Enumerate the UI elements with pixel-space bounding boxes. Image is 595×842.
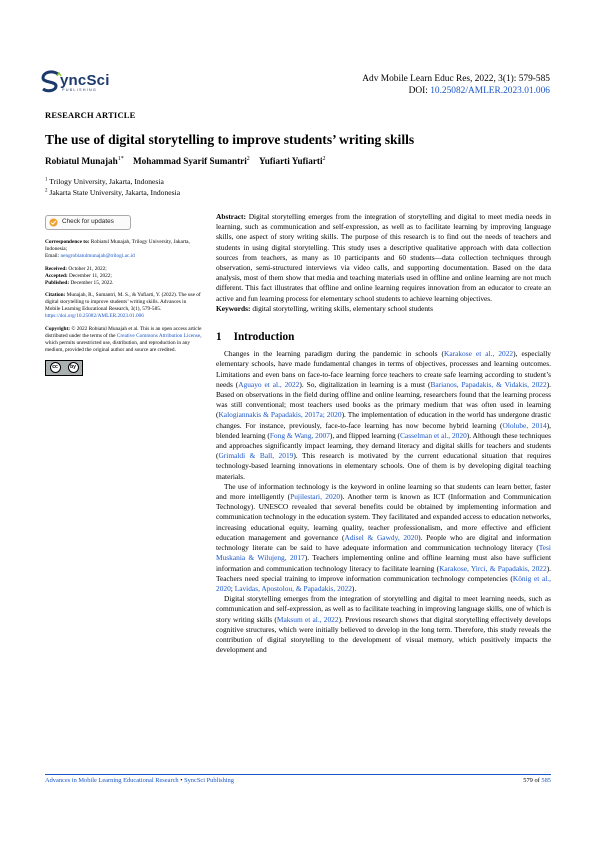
paragraph-text: ). Based on observations in the field during offline and online learning, researchers found that the learning process was still conventional; most teachers used books as the primary medium that was often used in learning ( bbox=[216, 379, 552, 420]
published-date: December 15, 2022. bbox=[69, 279, 114, 286]
author-name: Mohammad Syarif Sumantri bbox=[132, 156, 247, 167]
affiliation-text: Jakarta State University, Jakarta, Indonesia bbox=[49, 188, 181, 197]
author-sup: 1* bbox=[117, 156, 124, 162]
affiliation-sup: 2 bbox=[45, 188, 48, 194]
section-number: 1 bbox=[216, 331, 222, 344]
keywords-label: Keywords: bbox=[216, 303, 251, 313]
paragraph-text: Digital storytelling emerges from the integration of storytelling and digital to meet learning needs, such as communication and self-expression, as well as to facilitate teaching in improving language skills, one of which is story writing skills ( bbox=[216, 594, 551, 624]
citation-link[interactable]: Lavidas, Apostolou, & Papadakis, 2022 bbox=[234, 583, 352, 593]
paragraph-text: Changes in the learning paradigm during the pandemic in schools ( bbox=[224, 349, 444, 359]
doi-line bbox=[362, 85, 550, 97]
syncsci-logo-icon bbox=[40, 70, 62, 94]
page-total[interactable]: 585 bbox=[541, 777, 551, 784]
accepted-label: Accepted: bbox=[45, 272, 68, 279]
citation-text: Munajah, R., Sumantri, M. S., & Yufiarti, Y. (2022). The use of digital storytelling to improve students’ writing skills. Advances in Mobile Learning Educational Research, 3(1), 579-585. bbox=[45, 292, 201, 313]
cc-by-license-badge[interactable] bbox=[45, 360, 83, 376]
author-name: Robiatul Munajah bbox=[45, 156, 118, 167]
footer-page-number bbox=[523, 777, 551, 784]
paragraph-text: ; bbox=[230, 583, 235, 593]
paragraph-2 bbox=[216, 482, 551, 594]
citation-link[interactable]: König et al., 2020 bbox=[216, 573, 551, 593]
abstract-text: Digital storytelling emerges from the integration of storytelling and digital to meet media needs in learning, such as communication and self-expression, as well as to facilitate learning by improving language skills, one aspect of story writing skills. The purpose of this research is to find out the needs of teachers and students in using digital storytelling. This study uses a descriptive qualitative approach with data collection sources from teachers, as many as 10 participants and 60 students—data collection techniques through observation, semi-structured interviews via video calls, and supporting documentation. Based on the data analysis, most of them show that media and teaching materials used in offline and online learning are not much different. This fact illustrates that offline and online learning requires innovation from an educator to create an active and fun learning process for elementary school students to achieve learning objectives. bbox=[216, 212, 551, 303]
article-type: RESEARCH ARTICLE bbox=[45, 110, 136, 120]
affiliation-text: Trilogy University, Jakarta, Indonesia bbox=[49, 177, 164, 186]
page-of: of bbox=[532, 777, 542, 784]
logo-subtext: PUBLISHING bbox=[62, 88, 97, 92]
citation-label: Citation: bbox=[45, 292, 66, 299]
copyright-text-end: , which permits unrestricted use, distribution, and reproduction in any medium, provided the original author and source are credited. bbox=[45, 332, 202, 353]
paragraph-text: ). People who are digital and information technology literate can be said to have adequate information and communication technology literacy ( bbox=[216, 532, 551, 553]
copyright-label: Copyright: bbox=[45, 326, 71, 333]
published-label: Published: bbox=[45, 279, 70, 286]
citation-link[interactable]: Grimaldi & Ball, 2019 bbox=[218, 451, 294, 461]
by-icon: by bbox=[68, 362, 79, 373]
citation-block bbox=[45, 292, 202, 320]
footer-publisher[interactable]: SyncSci Publishing bbox=[184, 777, 234, 784]
footer-journal-name[interactable]: Advances in Mobile Learning Educational Research bbox=[45, 777, 179, 784]
doi-prefix: DOI: bbox=[408, 86, 431, 96]
affiliation-sup: 1 bbox=[45, 177, 48, 183]
journal-citation-line: Adv Mobile Learn Educ Res, 2022, 3(1): 579-585 bbox=[362, 74, 550, 84]
paragraph-text: ), blended learning ( bbox=[216, 420, 551, 440]
citation-link[interactable]: Casselman et al., 2020 bbox=[400, 430, 467, 440]
affiliation bbox=[45, 177, 164, 186]
author-sup: 2 bbox=[322, 156, 326, 162]
paragraph-3 bbox=[216, 594, 551, 655]
logo-text: yncSci bbox=[60, 72, 110, 89]
author-list bbox=[45, 156, 326, 166]
citation-link[interactable]: Kalogiannakis & Papadakis, 2017a; 2020 bbox=[218, 410, 342, 420]
footer-rule bbox=[45, 774, 551, 775]
paragraph-text: ). Teachers need special training to improve information communication technology competencies ( bbox=[216, 563, 551, 583]
main-column bbox=[216, 212, 551, 655]
citation-link[interactable]: Maksum et al., 2022 bbox=[276, 614, 339, 624]
received-label: Received: bbox=[45, 265, 68, 272]
paragraph-text: ). So, digitalization in learning is a must ( bbox=[299, 379, 431, 389]
citation-link[interactable]: Barianos, Papadakis, & Vidakis, 2022 bbox=[430, 379, 547, 389]
footer-bullet: • bbox=[178, 777, 185, 784]
abstract-label: Abstract: bbox=[216, 212, 246, 221]
paragraph-text: ). Although these techniques and approaches significantly impact learning, they demand literacy and digital skills for teachers and students ( bbox=[216, 430, 551, 461]
keywords-text: digital storytelling, writing skills, elementary school students bbox=[250, 303, 433, 313]
citation-doi-link[interactable]: https://doi.org/10.25082/AMLER.2023.01.006 bbox=[45, 313, 144, 320]
paragraph-1 bbox=[216, 349, 551, 482]
correspondence-text: Robiatul Munajah, Trilogy University, Jakarta, Indonesia; bbox=[45, 239, 190, 252]
dates-block bbox=[45, 266, 202, 287]
paragraph-text: ), especially elementary schools, have made fundamental changes in terms of objectives, processes and learning outcomes. Limitations and even bans on face-to-face learning force teachers to create safe learning according to student’s needs ( bbox=[216, 349, 551, 389]
paragraph-text: ). This research is motivated by the current educational situation that requires technology-based learning innovations in elementary schools. One of them is by developing digital teaching materials. bbox=[216, 451, 551, 481]
accepted-date: December 11, 2022; bbox=[67, 272, 112, 279]
paragraph-text: The use of information technology is the keyword in online learning so that students can learn better, faster and more intelligently ( bbox=[216, 481, 551, 502]
check-updates-icon bbox=[49, 218, 58, 227]
article-sidebar bbox=[45, 212, 202, 376]
author-name: Yufiarti Yufiarti bbox=[258, 156, 323, 167]
paragraph-text: ). The implementation of education in the world has undergone drastic changes. For instance, previously, face-to-face learning has now become hybrid learning ( bbox=[216, 410, 552, 430]
section-heading bbox=[216, 332, 551, 342]
correspondence-label: Correspondence to: bbox=[45, 239, 90, 245]
citation-link[interactable]: Adisel & Gawdy, 2020 bbox=[344, 532, 419, 542]
email-link[interactable]: nengrobiatulmunajah@trilogi.ac.id bbox=[60, 252, 135, 259]
citation-link[interactable]: Pujilestari, 2020 bbox=[290, 492, 341, 502]
affiliation bbox=[45, 188, 180, 197]
page-current: 579 bbox=[523, 777, 533, 784]
paragraph-text: ), and flipped learning ( bbox=[329, 430, 400, 440]
journal-info bbox=[362, 73, 550, 97]
section-title: Introduction bbox=[233, 331, 295, 344]
citation-link[interactable]: Ololube, 2014 bbox=[502, 420, 547, 430]
author-sup: 2 bbox=[246, 156, 250, 162]
paragraph-text: ). bbox=[351, 583, 357, 593]
keywords bbox=[216, 304, 551, 314]
license-link[interactable]: Creative Commons Attribution License bbox=[116, 332, 201, 339]
citation-link[interactable]: Karakose et al., 2022 bbox=[444, 349, 514, 359]
check-updates-button[interactable] bbox=[45, 215, 131, 230]
cc-icon: cc bbox=[50, 362, 61, 373]
paragraph-text: ). Another term is known as ICT (Information and Communication Technology). UNESCO revealed that several benefits could be obtained by implementing information and communication technology in the education system. They facilitated and expanded access to education networks, increasing educational equity, learning quality, teacher professionalism, and more effective and efficient education management and governance ( bbox=[216, 492, 551, 542]
publisher-logo bbox=[40, 70, 118, 96]
citation-link[interactable]: Karakose, Yirci, & Papadakis, 2022 bbox=[439, 563, 547, 573]
footer-journal bbox=[45, 777, 234, 784]
copyright-text: © 2022 Robiatul Munajah et al. This is an open access article distributed under the terms of the bbox=[45, 326, 202, 339]
abstract bbox=[216, 212, 551, 304]
citation-link[interactable]: Fong & Wang, 2007 bbox=[269, 430, 330, 440]
email-label: Email: bbox=[45, 252, 61, 259]
article-title: The use of digital storytelling to improve students’ writing skills bbox=[45, 132, 415, 147]
correspondence-block bbox=[45, 239, 202, 260]
copyright-block bbox=[45, 326, 202, 354]
paragraph-text: ). Previous research shows that digital storytelling effectively develops cognitive structures, which were initially believed to develop in the long term. Therefore, this study reveals the contribution of digital storytelling to the development of visual memory, which positively impacts the development and bbox=[216, 614, 551, 655]
paragraph-text: ). Teachers implementing online and offline learning must also have sufficient information and communication technology literacy to facilitate learning ( bbox=[216, 553, 552, 573]
doi-link[interactable]: 10.25082/AMLER.2023.01.006 bbox=[430, 86, 550, 96]
citation-link[interactable]: Aguayo et al., 2022 bbox=[238, 379, 300, 389]
citation-link[interactable]: Tesi Muskania & Wilujeng, 2017 bbox=[216, 543, 551, 563]
check-updates-label: Check for updates bbox=[62, 218, 114, 226]
received-date: October 21, 2022; bbox=[67, 265, 107, 272]
